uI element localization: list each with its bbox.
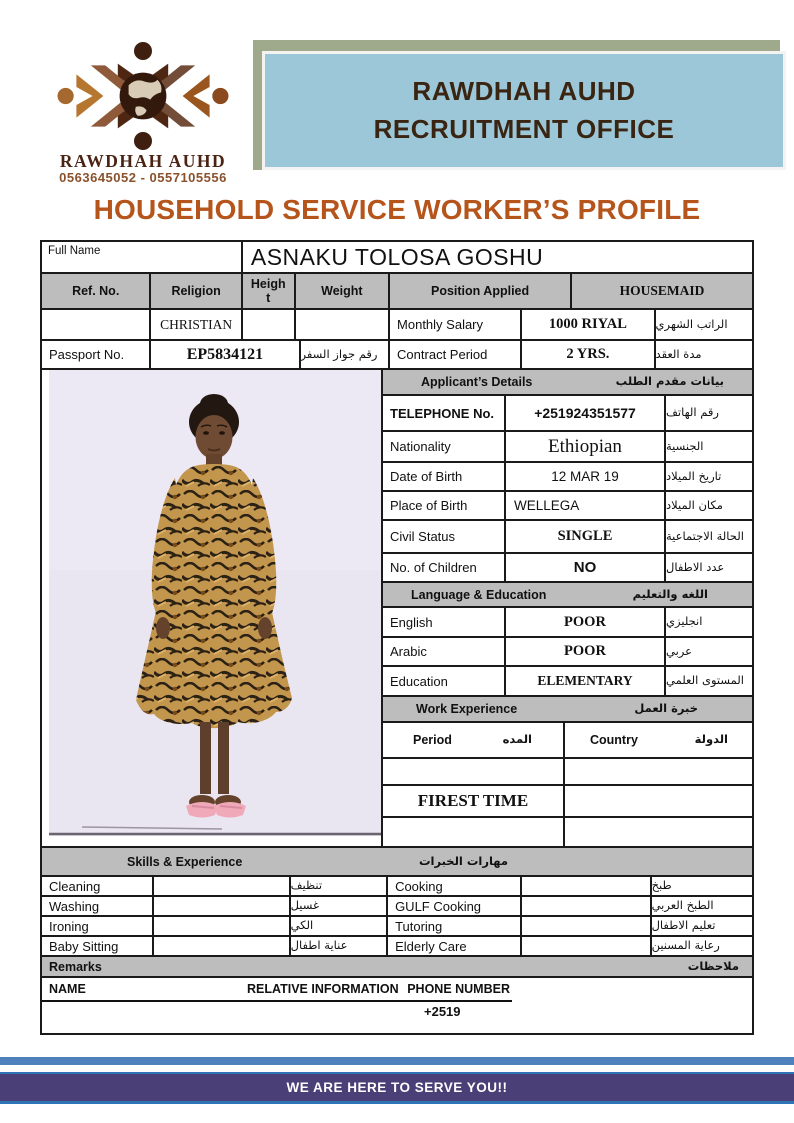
agency-logo bbox=[30, 40, 256, 192]
profile-header-row bbox=[42, 274, 752, 310]
work-row-1 bbox=[383, 759, 752, 786]
agency-brand-name: RAWDHAH AUHD bbox=[59, 151, 227, 171]
cooking-label: Cooking bbox=[388, 877, 522, 895]
ironing-value-cell bbox=[154, 917, 290, 935]
elderly-care-label: Elderly Care bbox=[388, 937, 522, 955]
cleaning-arabic: تنظيف bbox=[291, 877, 388, 895]
remarks-header-en: Remarks bbox=[49, 959, 102, 974]
english-value: POOR bbox=[506, 608, 666, 636]
height-header: Heigh t bbox=[243, 274, 296, 308]
position-applied-header: Position Applied bbox=[390, 274, 572, 308]
education-value: ELEMENTARY bbox=[506, 667, 666, 695]
full-name-value-cell bbox=[243, 242, 752, 272]
agency-logo-graphic bbox=[53, 40, 233, 152]
religion-value: CHRISTIAN bbox=[151, 310, 242, 339]
work-row-3-country bbox=[565, 818, 752, 846]
applicant-details-header-ar: بيانات مقدم الطلب bbox=[615, 374, 724, 389]
relative-phone-value: +2519 bbox=[424, 1004, 461, 1019]
contract-label-cell bbox=[390, 341, 522, 368]
ironing-arabic: الكي bbox=[291, 917, 388, 935]
country-header-en: Country bbox=[590, 733, 638, 747]
period-header-ar: المده bbox=[502, 732, 532, 747]
washing-arabic: غسيل bbox=[291, 897, 388, 915]
footer-slogan: WE ARE HERE TO SERVE YOU!! bbox=[286, 1080, 508, 1095]
english-row bbox=[383, 608, 752, 638]
work-row-1-country bbox=[565, 759, 752, 784]
passport-label: Passport No. bbox=[49, 347, 125, 362]
weight-header: Weight bbox=[296, 274, 390, 308]
nationality-value: Ethiopian bbox=[506, 432, 666, 461]
civil-status-label: Civil Status bbox=[390, 529, 456, 544]
skills-header-en: Skills & Experience bbox=[127, 854, 243, 869]
skill-row-cleaning-cooking bbox=[42, 877, 752, 897]
cleaning-value-cell bbox=[154, 877, 290, 895]
relative-phone-label: PHONE NUMBER bbox=[407, 982, 510, 996]
height-value-cell bbox=[243, 310, 296, 339]
applicant-details-header bbox=[383, 370, 752, 396]
skill-row-babysitting-elderlycare bbox=[42, 937, 752, 957]
work-row-3 bbox=[383, 818, 752, 846]
monthly-salary-arabic: الراتب الشهري bbox=[655, 316, 728, 331]
children-label: No. of Children bbox=[390, 560, 477, 575]
children-arabic: عدد الاطفال bbox=[666, 559, 725, 574]
place-of-birth-label: Place of Birth bbox=[390, 498, 468, 513]
education-row bbox=[383, 667, 752, 697]
place-of-birth-row bbox=[383, 492, 752, 521]
work-row-2-period: FIREST TIME bbox=[383, 786, 565, 816]
cooking-value-cell bbox=[522, 877, 651, 895]
education-label: Education bbox=[390, 673, 448, 689]
relative-info-header bbox=[42, 980, 512, 1002]
gulf-cooking-value-cell bbox=[522, 897, 651, 915]
ref-no-header: Ref. No. bbox=[42, 274, 151, 308]
passport-contract-row bbox=[42, 341, 752, 370]
remarks-header-row bbox=[42, 957, 752, 978]
civil-status-arabic: الحالة الاجتماعية bbox=[666, 528, 744, 543]
relative-name-label: NAME bbox=[49, 982, 86, 996]
language-education-header-ar: اللغه والتعليم bbox=[632, 586, 708, 601]
full-name-row bbox=[42, 242, 752, 274]
period-header-en: Period bbox=[413, 733, 452, 747]
monthly-salary-label-cell bbox=[390, 310, 522, 339]
contract-label: Contract Period bbox=[397, 347, 488, 362]
nationality-row bbox=[383, 432, 752, 463]
cleaning-label: Cleaning bbox=[42, 877, 154, 895]
religion-header: Religion bbox=[151, 274, 242, 308]
contract-arabic: مدة العقد bbox=[655, 346, 702, 361]
country-header-ar: الدولة bbox=[694, 732, 728, 747]
date-of-birth-arabic: تاريخ الميلاد bbox=[666, 468, 722, 483]
baby-sitting-label: Baby Sitting bbox=[42, 937, 154, 955]
relative-information-label: RELATIVE INFORMATION bbox=[247, 982, 399, 996]
full-name-label: Full Name bbox=[48, 245, 101, 257]
tutoring-arabic: تعليم الاطفال bbox=[651, 918, 716, 933]
ref-no-value-cell bbox=[42, 310, 151, 339]
work-experience-header-en: Work Experience bbox=[416, 702, 518, 716]
relative-info-area bbox=[42, 978, 752, 1033]
place-of-birth-arabic: مكان الميلاد bbox=[666, 497, 723, 512]
period-header-cell bbox=[383, 723, 565, 757]
arabic-label: Arabic bbox=[390, 644, 427, 659]
contract-value: 2 YRS. bbox=[522, 341, 655, 368]
applicant-details-header-en: Applicant’s Details bbox=[421, 375, 533, 389]
english-label: English bbox=[390, 614, 433, 630]
work-experience-header bbox=[383, 697, 752, 723]
applicant-photo bbox=[42, 370, 383, 846]
office-title-line1: RAWDHAH AUHD bbox=[412, 75, 636, 106]
telephone-label: TELEPHONE No. bbox=[390, 405, 495, 421]
skills-header-ar: مهارات الخبرات bbox=[418, 853, 508, 868]
civil-status-row bbox=[383, 521, 752, 554]
baby-sitting-arabic: عناية اطفال bbox=[291, 937, 388, 955]
arabic-value: POOR bbox=[506, 638, 666, 665]
agency-phone-numbers: 0563645052 - 0557105556 bbox=[59, 170, 227, 186]
passport-value: EP5834121 bbox=[151, 341, 300, 368]
full-name-value: ASNAKU TOLOSA GOSHU bbox=[250, 243, 544, 270]
country-header-cell bbox=[565, 723, 752, 757]
footer-slogan-bar bbox=[0, 1072, 794, 1104]
gulf-cooking-arabic: الطبخ العربي bbox=[651, 898, 714, 913]
ironing-label: Ironing bbox=[42, 917, 154, 935]
office-title-line2: RECRUITMENT OFFICE bbox=[373, 113, 675, 144]
washing-value-cell bbox=[154, 897, 290, 915]
monthly-salary-label: Monthly Salary bbox=[397, 317, 484, 332]
religion-salary-row bbox=[42, 310, 752, 341]
arabic-arabic: عربي bbox=[666, 643, 692, 658]
work-row-3-period bbox=[383, 818, 565, 846]
language-education-header bbox=[383, 583, 752, 608]
page-title: HOUSEHOLD SERVICE WORKER’S PROFILE bbox=[93, 194, 701, 225]
education-arabic: المستوى العلمي bbox=[666, 673, 744, 688]
tutoring-value-cell bbox=[522, 917, 651, 935]
position-value: HOUSEMAID bbox=[572, 274, 752, 308]
children-value: NO bbox=[506, 554, 666, 581]
date-of-birth-row bbox=[383, 463, 752, 492]
office-title-banner bbox=[262, 51, 786, 170]
profile-table bbox=[40, 240, 754, 1035]
telephone-value: +251924351577 bbox=[506, 396, 666, 430]
passport-label-cell bbox=[42, 341, 151, 368]
english-arabic: انجليزي bbox=[666, 614, 703, 629]
telephone-row bbox=[383, 396, 752, 432]
weight-value-cell bbox=[296, 310, 390, 339]
work-row-2 bbox=[383, 786, 752, 818]
date-of-birth-label: Date of Birth bbox=[390, 469, 463, 484]
work-columns-header-row bbox=[383, 723, 752, 759]
gulf-cooking-label: GULF Cooking bbox=[388, 897, 522, 915]
skill-row-ironing-tutoring bbox=[42, 917, 752, 937]
passport-arabic: رقم جواز السفر bbox=[301, 341, 391, 368]
place-of-birth-value: WELLEGA bbox=[506, 492, 666, 519]
cooking-arabic: طبخ bbox=[651, 878, 672, 893]
monthly-salary-value: 1000 RIYAL bbox=[522, 310, 655, 339]
skill-row-washing-gulfcooking bbox=[42, 897, 752, 917]
remarks-header-ar: ملاحظات bbox=[687, 958, 739, 973]
elderly-care-value-cell bbox=[522, 937, 651, 955]
language-education-header-en: Language & Education bbox=[411, 587, 547, 602]
applicant-photo-graphic bbox=[42, 370, 383, 844]
washing-label: Washing bbox=[42, 897, 154, 915]
nationality-arabic: الجنسية bbox=[666, 438, 704, 453]
full-name-label-cell bbox=[42, 242, 243, 272]
work-row-1-period bbox=[383, 759, 565, 784]
details-column bbox=[383, 370, 752, 846]
baby-sitting-value-cell bbox=[154, 937, 290, 955]
work-row-2-country bbox=[565, 786, 752, 816]
children-row bbox=[383, 554, 752, 583]
date-of-birth-value: 12 MAR 19 bbox=[506, 463, 666, 490]
photo-details-row bbox=[42, 370, 752, 848]
footer-blue-strip bbox=[0, 1057, 794, 1065]
elderly-care-arabic: رعاية المسنين bbox=[651, 938, 720, 953]
work-experience-header-ar: خبرة العمل bbox=[634, 701, 698, 716]
tutoring-label: Tutoring bbox=[388, 917, 522, 935]
nationality-label: Nationality bbox=[390, 439, 451, 454]
skills-header-row bbox=[42, 848, 752, 877]
arabic-row bbox=[383, 638, 752, 667]
civil-status-value: SINGLE bbox=[506, 521, 666, 552]
telephone-arabic: رقم الهاتف bbox=[666, 405, 719, 420]
